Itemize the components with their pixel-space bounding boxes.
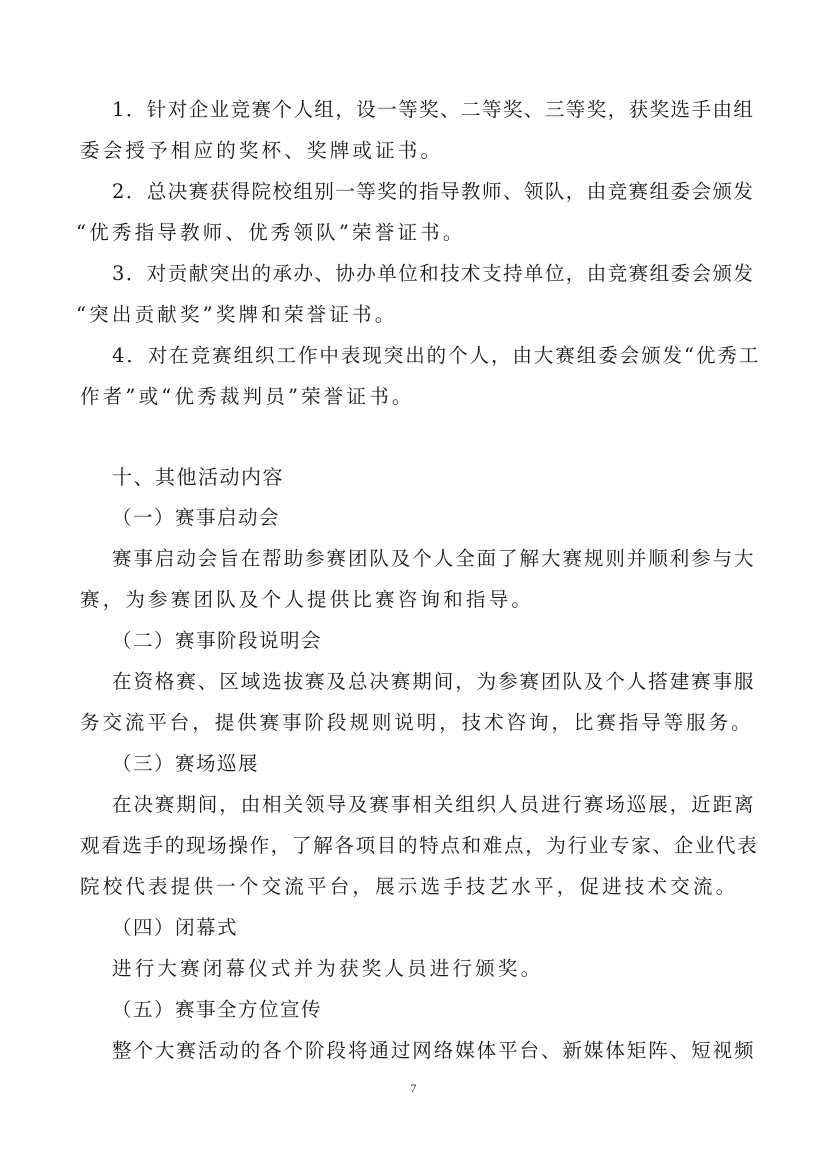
section-title: 十、其他活动内容 [112,465,284,489]
subsection-1-line-1: 赛事启动会旨在帮助参赛团队及个人全面了解大赛规则并顺利参与大 [112,547,756,570]
award-1-line-2: 委会授予相应的奖杯、奖牌或证书。 [80,139,444,162]
award-4-line-2: 作者”或“优秀裁判员”荣誉证书。 [80,385,415,408]
subsection-3-line-2: 观看选手的现场操作，了解各项目的特点和难点，为行业专家、企业代表 [80,834,759,857]
page-number: 7 [410,1081,417,1095]
subsection-4-line-1: 进行大赛闭幕仪式并为获奖人员进行颁奖。 [112,957,544,980]
subsection-3-line-1: 在决赛期间，由相关领导及赛事相关组织人员进行赛场巡展，近距离 [112,793,756,816]
award-3-line-2: “突出贡献奖”奖牌和荣誉证书。 [76,303,398,326]
subsection-4-title: （四）闭幕式 [112,916,239,939]
award-1-line-1: 1．针对企业竞赛个人组，设一等奖、二等奖、三等奖，获奖选手由组 [112,98,755,121]
award-2-line-1: 2．总决赛获得院校组别一等奖的指导教师、领队，由竞赛组委会颁发 [112,180,755,203]
subsection-2-line-1: 在资格赛、区域选拔赛及总决赛期间，为参赛团队及个人搭建赛事服 [112,670,756,693]
subsection-2-line-2: 务交流平台，提供赛事阶段规则说明，技术咨询，比赛指导等服务。 [80,711,754,734]
subsection-2-title: （二）赛事阶段说明会 [112,629,323,652]
award-4-line-1: 4．对在竞赛组织工作中表现突出的个人，由大赛组委会颁发“优秀工 [112,344,761,367]
subsection-1-line-2: 赛，为参赛团队及个人提供比赛咨询和指导。 [80,588,535,611]
subsection-5-line-1: 整个大赛活动的各个阶段将通过网络媒体平台、新媒体矩阵、短视频 [112,1039,756,1062]
subsection-1-title: （一）赛事启动会 [112,506,281,529]
subsection-3-line-3: 院校代表提供一个交流平台，展示选手技艺水平，促进技术交流。 [80,875,739,898]
award-3-line-1: 3．对贡献突出的承办、协办单位和技术支持单位，由竞赛组委会颁发 [112,262,755,285]
subsection-3-title: （三）赛场巡展 [112,752,260,775]
subsection-5-title: （五）赛事全方位宣传 [112,998,323,1021]
award-2-line-2: “优秀指导教师、优秀领队”荣誉证书。 [76,221,466,244]
